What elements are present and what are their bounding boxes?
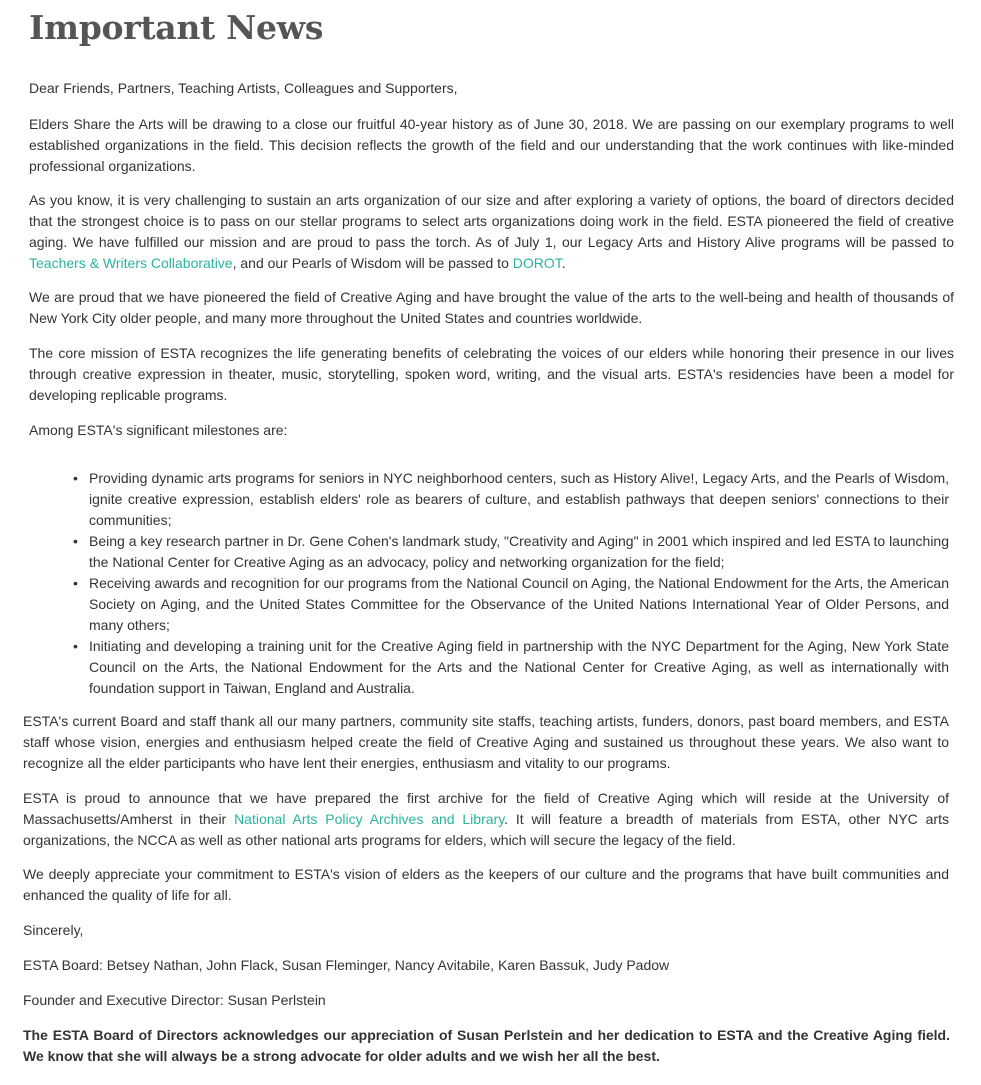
paragraph-text: . It will feature a breadth of materials from ESTA, other NYC arts organizations, the NCCA as well as other national arts programs for elders, which will secure the legacy of the field. [23, 811, 949, 848]
paragraph-archive [23, 788, 949, 851]
paragraph-thanks: ESTA's current Board and staff thank all our many partners, community site staffs, teaching artists, funders, donors, past board members, and ESTA staff whose vision, energies and enthusiasm helped create the field of Creative Aging and sustained us throughout these years. We also want to recognize all the elder participants who have lent their energies, enthusiasm and vitality to our programs. [23, 713, 949, 771]
list-item [73, 573, 949, 636]
bullet-icon: • [73, 533, 78, 549]
teachers-writers-link[interactable]: Teachers & Writers Collaborative [29, 255, 233, 271]
founder-line: Founder and Executive Director: Susan Perlstein [23, 992, 326, 1008]
milestones-list [73, 468, 949, 699]
paragraph-text: As you know, it is very challenging to sustain an arts organization of our size and after exploring a variety of options, the board of directors decided that the strongest choice is to pass on our stellar programs to select arts organizations doing work in the field. ESTA pioneered the field of creative aging. We have fulfilled our mission and are proud to pass the torch. As of July 1, our Legacy Arts and History Alive programs will be passed to [29, 192, 954, 250]
bullet-icon: • [73, 638, 78, 654]
letter-salutation: Dear Friends, Partners, Teaching Artists, Colleagues and Supporters, [29, 80, 458, 96]
milestone-text: Providing dynamic arts programs for seniors in NYC neighborhood centers, such as History Alive!, Legacy Arts, and the Pearls of Wisdom, ignite creative expression, establish elders' role as bearers of culture, and establish pathways that deepen seniors' connections to their communities; [89, 470, 949, 528]
list-item [73, 531, 949, 573]
archives-library-link[interactable]: National Arts Policy Archives and Library [234, 811, 505, 827]
paragraph-text: , and our Pearls of Wisdom will be passed to [232, 255, 513, 271]
page-title: Important News [29, 8, 324, 47]
list-item [73, 468, 949, 531]
dorot-link[interactable]: DOROT [512, 255, 562, 271]
milestone-text: Being a key research partner in Dr. Gene Cohen's landmark study, "Creativity and Aging" in 2001 which inspired and led ESTA to launching the National Center for Creative Aging as an advocacy, policy and networking organization for the field; [89, 533, 949, 570]
milestone-text: Receiving awards and recognition for our programs from the National Council on Aging, the National Endowment for the Arts, the American Society on Aging, and the United States Committee for the Observance of the United Nations International Year of Older Persons, and many others; [89, 575, 949, 633]
bullet-icon: • [73, 575, 78, 591]
paragraph-text: ESTA is proud to announce that we have prepared the first archive for the field of Creative Aging which will reside at the University of Massachusetts/Amherst in their [23, 790, 949, 827]
milestone-text: Initiating and developing a training unit for the Creative Aging field in partnership with the NYC Department for the Aging, New York State Council on the Arts, the National Endowment for the Arts and the National Center for Creative Aging, as well as internationally with foundation support in Taiwan, England and Australia. [89, 638, 949, 696]
paragraph-core-mission: The core mission of ESTA recognizes the life generating benefits of celebrating the voices of our elders while honoring their presence in our lives through creative expression in theater, music, storytelling, spoken word, writing, and the visual arts. ESTA's residencies have been a model for developing replicable programs. [29, 345, 954, 403]
milestones-intro: Among ESTA's significant milestones are: [29, 422, 288, 438]
letter-closing: Sincerely, [23, 922, 84, 938]
paragraph-text: . [561, 255, 566, 271]
list-item [73, 636, 949, 699]
paragraph-pioneering: We are proud that we have pioneered the field of Creative Aging and have brought the value of the arts to the well-being and health of thousands of New York City older people, and many more throughout the United States and countries worldwide. [29, 289, 954, 326]
paragraph-programs-transfer [29, 190, 954, 274]
paragraph-appreciation: We deeply appreciate your commitment to ESTA's vision of elders as the keepers of our culture and the programs that have built communities and enhanced the quality of life for all. [23, 866, 949, 903]
board-acknowledgement: The ESTA Board of Directors acknowledges our appreciation of Susan Perlstein and her dedication to ESTA and the Creative Aging field. We know that she will always be a strong advocate for older adults and we wish her all the best. [23, 1027, 950, 1064]
board-members: ESTA Board: Betsey Nathan, John Flack, Susan Fleminger, Nancy Avitabile, Karen Bassuk, Judy Padow [23, 957, 670, 973]
paragraph-closing-announcement: Elders Share the Arts will be drawing to a close our fruitful 40-year history as of June 30, 2018. We are passing on our exemplary programs to well established organizations in the field. This decision reflects the growth of the field and our understanding that the work continues with like-minded professional organizations. [29, 116, 954, 174]
bullet-icon: • [73, 470, 78, 486]
